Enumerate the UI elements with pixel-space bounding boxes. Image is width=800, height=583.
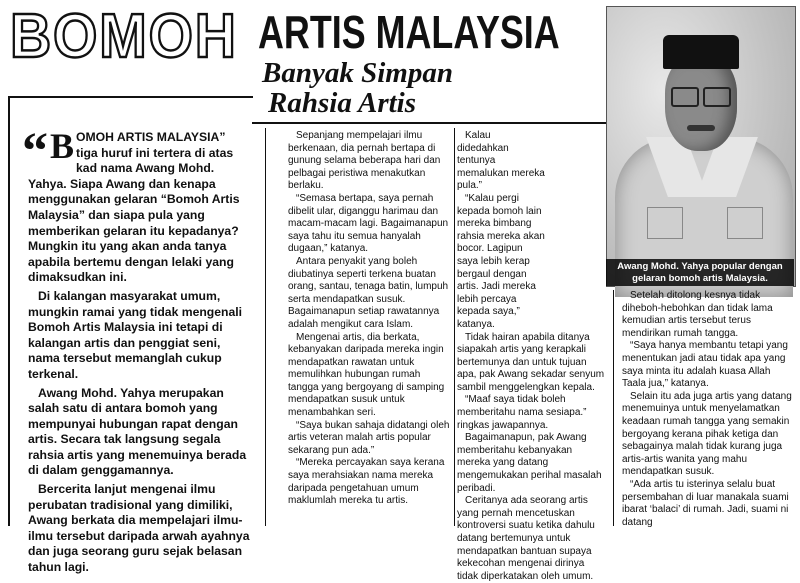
subheadline bbox=[262, 58, 453, 118]
portrait-photo bbox=[606, 6, 796, 287]
paragraph: Di kalangan masyarakat umum, mungkin ramai yang tidak mengenali Bomoh Artis Malaysia ini tetapi di kalangan artis dan penggiat seni, nama tersebut memanglah cukup terkenal. bbox=[28, 288, 243, 381]
paragraph: Bercerita lanjut mengenai ilmu perubatan tradisional yang dimiliki, Awang berkata dia mempelajari ilmu-ilmu tersebut daripada arwah ayahnya dan juga seorang guru sejak belasan tahun lagi. bbox=[28, 482, 250, 575]
paragraph: “Saya hanya membantu tetapi yang menentukan jadi atau tidak apa yang saya minta itu adalah kuasa Allah Taala jua,” katanya. bbox=[622, 340, 788, 390]
caption-line-1: Awang Mohd. Yahya popular dengan bbox=[617, 261, 783, 272]
paragraph bbox=[22, 123, 250, 286]
paragraph: “Maaf saya tidak boleh memberitahu nama sesiapa.” ringkas jawapannya. bbox=[457, 394, 587, 431]
header-rule-right bbox=[252, 122, 607, 124]
paragraph: “Saya bukan sahaja didatangi oleh artis veteran malah artis popular sekarang pun ada.” bbox=[288, 419, 450, 456]
photo-glasses bbox=[671, 87, 731, 105]
column-rule-2 bbox=[454, 128, 455, 526]
paragraph: Awang Mohd. Yahya merupakan salah satu di antara bomoh yang mempunyai hubungan rapat dengan artis. Secara tak langsung segala rahsia artis yang menemuinya berada di dalam genggamannya. bbox=[28, 385, 247, 478]
paragraph: “Kalau pergi kepada bomoh lain mereka bimbang rahsia mereka akan bocor. Lagipun saya lebih kerap bergaul dengan artis. Jadi mereka lebih percaya kepada saya,” katanya. bbox=[457, 192, 545, 330]
paragraph: Ceritanya ada seorang artis yang pernah mencetuskan kontroversi suatu ketika dahulu datang bertemunya untuk mendapatkan bantuan supaya kekecohan mengenai dirinya tidak diperkatakan oleh umum. bbox=[457, 495, 595, 582]
subhead-line-1: Banyak Simpan bbox=[262, 57, 453, 89]
photo-caption bbox=[606, 259, 794, 286]
header-rule-left bbox=[8, 96, 253, 98]
column-rule-1 bbox=[265, 128, 266, 526]
paragraph-text: OMOH ARTIS MALAYSIA” tiga huruf ini tertera di atas kad nama Awang Mohd. Yahya. Siapa Awang dan kenapa menggunakan gelaran “Bomoh Artis Malaysia” dan siapa pula yang memberikan gelaran itu kepadanya? Mungkin itu yang akan anda tanya apabila bertemu dengan lelaki yang dimaksudkan ini. bbox=[28, 130, 240, 285]
article-column-3 bbox=[457, 130, 605, 582]
paragraph: Setelah ditolong kesnya tidak diheboh-hebohkan dan tidak lama kemudian artis tersebut terus mendirikan rumah tangga. bbox=[622, 290, 773, 339]
photo-pocket-left bbox=[647, 207, 683, 239]
paragraph: Kalau didedahkan tentunya memalukan mereka pula.” bbox=[457, 130, 545, 192]
paragraph: “Mereka percayakan saya kerana saya merahsiakan nama mereka daripada pengetahuan umum maklumlah mereka tu artis. bbox=[288, 457, 445, 507]
paragraph: “Semasa bertapa, saya pernah dibelit ular, diganggu harimau dan macam-macam lagi. Bagaimanapun saya tahu itu semua hanyalah dugaan,” katanya. bbox=[288, 192, 449, 255]
paragraph: Sepanjang mempelajari ilmu berkenaan, dia pernah bertapa di gunung selama beberapa hari dan pelbagai peristiwa menakutkan berlaku. bbox=[288, 130, 441, 192]
paragraph: Tidak hairan apabila ditanya siapakah artis yang kerapkali bertemunya dan untuk tujuan apa, pak Awang sekadar senyum sambil menggelengkan kepala. bbox=[457, 331, 605, 393]
headline-artis-malaysia: ARTIS MALAYSIA bbox=[258, 6, 560, 58]
caption-line-2: gelaran bomoh artis Malaysia. bbox=[632, 273, 768, 284]
drop-cap: B bbox=[50, 126, 75, 166]
paragraph: Mengenai artis, dia berkata, kebanyakan daripada mereka ingin mendapatkan rawatan untuk memulihkan hubungan rumah tangga yang bergoyang di samping mendapatkan susuk untuk menambahkan seri. bbox=[288, 331, 445, 419]
masthead-bomoh: BOMOH bbox=[10, 2, 238, 71]
frame-left-rule bbox=[8, 96, 10, 526]
article-column-1 bbox=[22, 123, 250, 575]
subhead-line-2: Rahsia Artis bbox=[268, 87, 417, 119]
column-rule-3 bbox=[613, 290, 614, 526]
photo-songkok bbox=[663, 35, 739, 69]
paragraph: “Ada artis tu isterinya selalu buat persembahan di luar manakala suami ibarat ‘balaci’ di rumah. Jadi, suami ni datang bbox=[622, 478, 789, 528]
article-column-4 bbox=[622, 290, 796, 526]
photo-pocket-right bbox=[727, 207, 763, 239]
photo-mustache bbox=[687, 125, 715, 131]
opening-quote: “ bbox=[22, 123, 48, 180]
paragraph: Selain itu ada juga artis yang datang menemuinya untuk menyelamatkan keadaan rumah tangga yang semakin bergoyang kerana pihak ketiga dan sebagainya malah tidak kurang juga artis-artis wanita yang mahu mendapatkan susuk. bbox=[622, 390, 792, 478]
paragraph: Antara penyakit yang boleh diubatinya seperti terkena buatan orang, santau, tenaga batin, lumpuh serta mendapatkan susuk. Bagaimanapun setiap rawatannya adalah mengikut cara Islam. bbox=[288, 255, 449, 330]
article-column-2 bbox=[288, 130, 452, 526]
paragraph: Bagaimanapun, pak Awang memberitahu kebanyakan mereka yang datang mengemukakan perihal masalah peribadi. bbox=[457, 432, 602, 494]
